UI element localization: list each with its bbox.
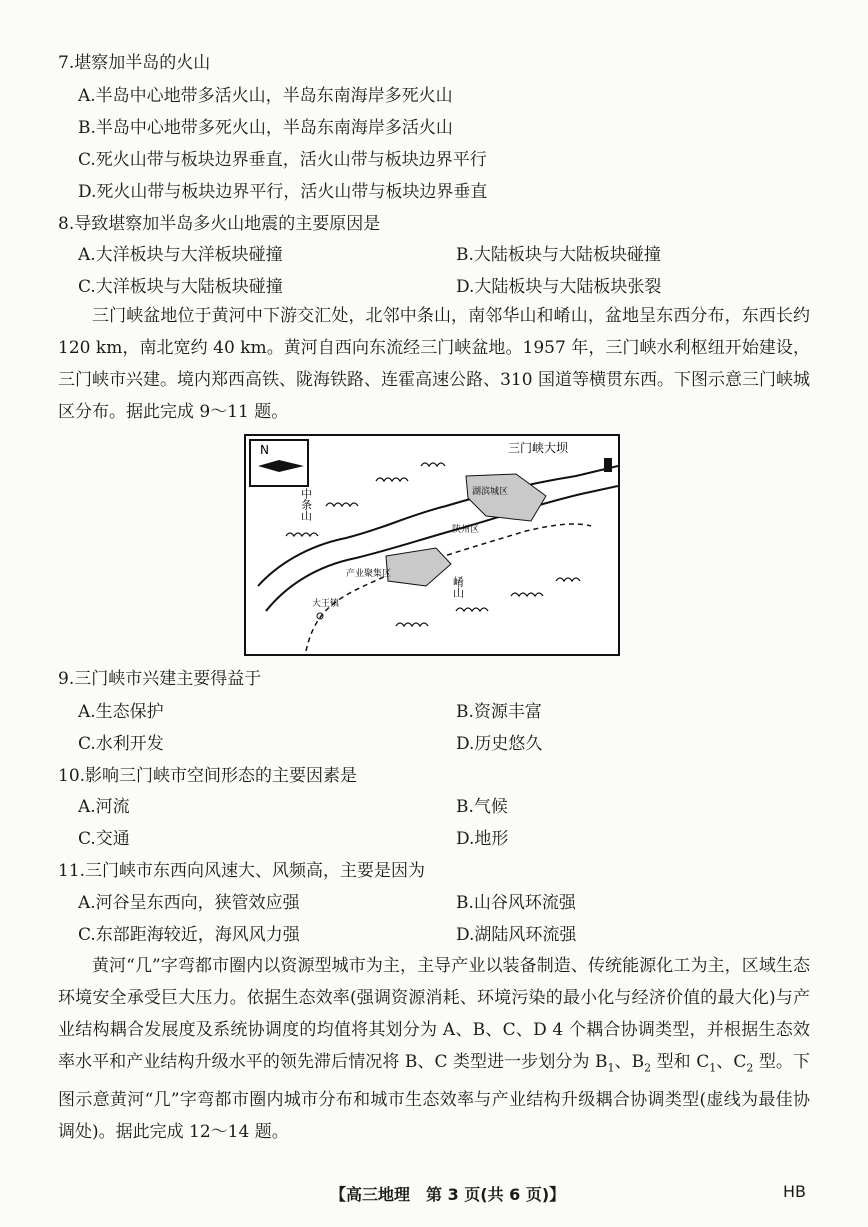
- passage2-sub2: 2: [644, 1061, 652, 1075]
- passage-yellow-river-metro: [58, 950, 810, 1148]
- footer-page-info: 【高三地理 第 3 页(共 6 页)】: [330, 1185, 566, 1204]
- sanmenxia-city-map: [244, 434, 620, 656]
- map-drawing: [246, 436, 618, 654]
- q10-option-d: D.地形: [456, 829, 509, 849]
- q10-option-a: A.河流: [78, 797, 130, 817]
- q9-option-a: A.生态保护: [78, 702, 164, 722]
- district-label-2: 陕州区: [452, 525, 480, 535]
- question-9-stem: 9.三门峡市兴建主要得益于: [58, 669, 262, 689]
- q7-option-a: A.半岛中心地带多活火山，半岛东南海岸多死火山: [78, 86, 453, 106]
- q10-option-b: B.气候: [456, 797, 508, 817]
- q8-option-a: A.大洋板块与大洋板块碰撞: [78, 245, 283, 265]
- q8-option-c: C.大洋板块与大陆板块碰撞: [78, 277, 283, 297]
- mountain-label-south: 崤山: [451, 576, 465, 598]
- q11-option-a: A.河谷呈东西向，狭管效应强: [78, 893, 300, 913]
- q9-option-c: C.水利开发: [78, 734, 164, 754]
- q8-option-d: D.大陆板块与大陆板块张裂: [456, 277, 662, 297]
- q11-option-c: C.东部距海较近，海风风力强: [78, 925, 300, 945]
- dam-label: 三门峡大坝: [508, 441, 569, 455]
- q11-option-d: D.湖陆风环流强: [456, 925, 577, 945]
- urban-area-central: [386, 548, 451, 586]
- q7-option-d: D.死火山带与板块边界平行，活火山带与板块边界垂直: [78, 182, 488, 202]
- q11-option-b: B.山谷风环流强: [456, 893, 576, 913]
- question-10-stem: 10.影响三门峡市空间形态的主要因素是: [58, 766, 358, 786]
- q9-option-b: B.资源丰富: [456, 702, 542, 722]
- question-8-stem: 8.导致堪察加半岛多火山地震的主要原因是: [58, 214, 381, 234]
- passage2-part4: 、C: [716, 1052, 747, 1072]
- district-label-3: 产业聚集区: [346, 569, 392, 579]
- passage2-sub3: 1: [709, 1061, 717, 1075]
- footer-code: HB: [783, 1182, 807, 1201]
- q9-option-d: D.历史悠久: [456, 734, 543, 754]
- urban-area-east: [466, 474, 546, 521]
- boundary-line: [306, 524, 591, 651]
- mountain-label-north: 中条山: [299, 488, 313, 521]
- passage2-part3: 型和 C: [651, 1052, 710, 1072]
- passage-sanmenxia: 三门峡盆地位于黄河中下游交汇处，北邻中条山，南邻华山和崤山，盆地呈东西分布，东西长约 120 km，南北宽约 40 km。黄河自西向东流经三门峡盆地。1957 年，三门峡水利枢纽开始建设，三门峡市兴建。境内郑西高铁、陇海铁路、连霍高速公路、310 国道等横贯东西。下图示意三门峡城区分布。据此完成 9～11 题。: [58, 306, 810, 422]
- river-south-bank: [266, 486, 618, 611]
- passage2-part1: 黄河“几”字弯都市圈内以资源型城市为主，主导产业以装备制造、传统能源化工为主，区域生态环境安全承受巨大压力。依据生态效率(强调资源消耗、环境污染的最小化与经济价值的最大化)与产业结构耦合发展度及系统协调度的均值将其划分为 A、B、C、D 4 个耦合协调类型，并根据生态效率水平和产业结构升级水平的领先滞后情况将 B、C 类型进一步划分为 B: [58, 956, 810, 1072]
- dam-icon: [604, 458, 612, 472]
- town-label: 大王镇: [312, 599, 340, 609]
- passage2-part5: 型。下图示意黄河“几”字弯都市圈内城市分布和城市生态效率与产业结构升级耦合协调类型(虚线为最佳协调处)。据此完成 12～14 题。: [58, 1052, 811, 1143]
- q7-option-c: C.死火山带与板块边界垂直，活火山带与板块边界平行: [78, 150, 487, 170]
- passage2-part2: 、B: [614, 1052, 645, 1072]
- q10-option-c: C.交通: [78, 829, 130, 849]
- q7-option-b: B.半岛中心地带多死火山，半岛东南海岸多活火山: [78, 118, 453, 138]
- passage2-sub1: 1: [607, 1061, 615, 1075]
- passage2-sub4: 2: [746, 1061, 754, 1075]
- north-label: N: [260, 443, 269, 457]
- question-7-stem: 7.堪察加半岛的火山: [58, 53, 211, 73]
- question-11-stem: 11.三门峡市东西向风速大、风频高，主要是因为: [58, 861, 426, 881]
- q8-option-b: B.大陆板块与大陆板块碰撞: [456, 245, 661, 265]
- district-label-1: 湖滨城区: [472, 487, 509, 497]
